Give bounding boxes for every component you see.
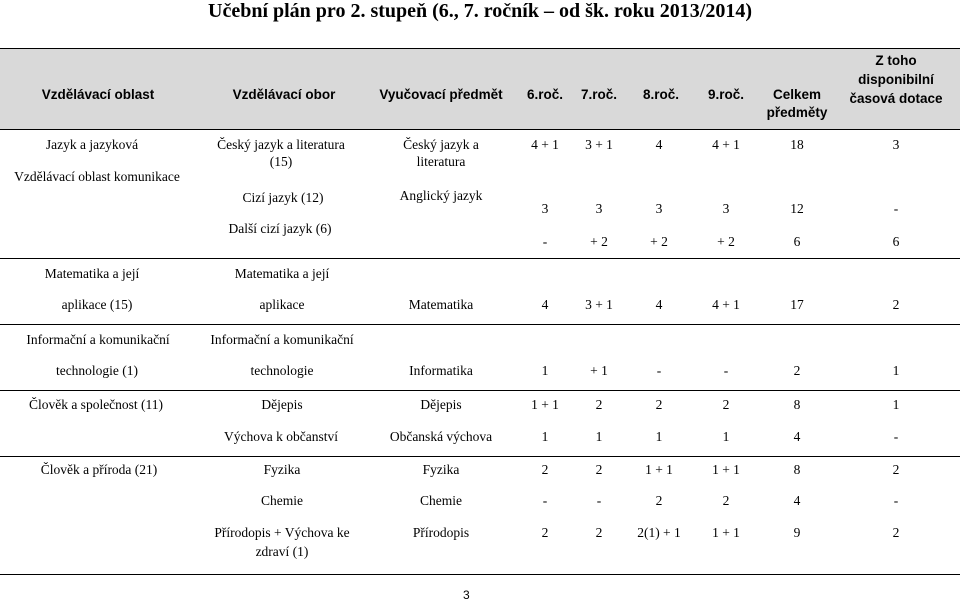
jazyk-dalsi-celkem: 6 — [793, 234, 801, 249]
cp-fyz-r6: 2 — [541, 462, 549, 477]
jazyk-predmet-cj-2: literatura — [416, 154, 466, 169]
cp-fyz-ztoho: 2 — [892, 462, 900, 477]
page-title: Učební plán pro 2. stupeň (6., 7. ročník – od šk. roku 2013/2014) — [208, 0, 752, 22]
header-predmet: Vyučovací předmět — [379, 87, 503, 102]
mat-r8: 4 — [655, 297, 663, 312]
jazyk-cj-r6: 4 + 1 — [531, 137, 559, 152]
cp-obor-prir: Přírodopis + Výchova ke — [214, 525, 350, 540]
cp-fyz-r9: 1 + 1 — [712, 462, 740, 477]
jazyk-cj-r8: 4 — [655, 137, 663, 152]
header-ztoho: Z toho — [875, 53, 917, 68]
header-r8: 8.roč. — [642, 87, 680, 102]
cp-oblast: Člověk a příroda (21) — [40, 462, 158, 477]
cp-predmet-chem: Chemie — [420, 493, 462, 508]
cp-prir-celkem: 9 — [793, 525, 801, 540]
jazyk-cj-r7: 3 + 1 — [585, 137, 613, 152]
inf-oblast-2: technologie (1) — [55, 363, 139, 378]
cs-dej-celkem: 8 — [793, 397, 801, 412]
cs-obor-vych: Výchova k občanství — [224, 429, 338, 444]
page-number: 3 — [463, 588, 470, 602]
cp-fyz-r7: 2 — [595, 462, 603, 477]
jazyk-aj-r7: 3 — [595, 201, 603, 216]
jazyk-dalsi-ztoho: 6 — [892, 234, 900, 249]
jazyk-predmet-cj: Český jazyk a — [403, 137, 479, 152]
cp-prir-r7: 2 — [595, 525, 603, 540]
mat-obor: Matematika a její — [234, 266, 330, 281]
row-divider — [0, 258, 960, 259]
cp-prir-r6: 2 — [541, 525, 549, 540]
mat-ztoho: 2 — [892, 297, 900, 312]
cp-fyz-r8: 1 + 1 — [645, 462, 673, 477]
row-divider — [0, 324, 960, 325]
jazyk-dalsi-r8: + 2 — [650, 234, 668, 249]
mat-celkem: 17 — [790, 297, 804, 312]
jazyk-cj-celkem: 18 — [790, 137, 804, 152]
cs-obor-dej: Dějepis — [261, 397, 303, 412]
mat-r7: 3 + 1 — [585, 297, 613, 312]
cp-chem-r7: - — [596, 493, 602, 508]
jazyk-obor-cj-2: (15) — [269, 154, 293, 169]
row-divider — [0, 390, 960, 391]
cs-dej-r7: 2 — [595, 397, 603, 412]
jazyk-oblast: Jazyk a jazyková — [45, 137, 139, 152]
jazyk-oblast-2: Vzdělávací oblast komunikace — [14, 169, 180, 184]
cp-prir-ztoho: 2 — [892, 525, 900, 540]
cs-predmet-vych: Občanská výchova — [389, 429, 493, 444]
inf-oblast: Informační a komunikační — [26, 332, 170, 347]
jazyk-dalsi-r6: - — [542, 234, 548, 249]
jazyk-predmet-aj: Anglický jazyk — [399, 188, 483, 203]
inf-predmet: Informatika — [409, 363, 473, 378]
table-bottom-border — [0, 574, 960, 575]
cs-oblast: Člověk a společnost (11) — [28, 397, 164, 412]
mat-oblast: Matematika a její — [44, 266, 140, 281]
jazyk-aj-r6: 3 — [541, 201, 549, 216]
inf-celkem: 2 — [793, 363, 801, 378]
cs-dej-r9: 2 — [722, 397, 730, 412]
jazyk-obor-cizi: Cizí jazyk (12) — [242, 190, 324, 205]
cs-vych-r9: 1 — [722, 429, 730, 444]
cp-predmet-prir: Přírodopis — [412, 525, 470, 540]
cp-predmet-fyz: Fyzika — [422, 462, 460, 477]
jazyk-aj-r8: 3 — [655, 201, 663, 216]
header-ztoho-2: disponibilní — [858, 72, 934, 87]
cs-vych-r7: 1 — [595, 429, 603, 444]
jazyk-cj-ztoho: 3 — [892, 137, 900, 152]
cp-chem-ztoho: - — [893, 493, 899, 508]
cp-obor-prir-2: zdraví (1) — [255, 544, 309, 559]
header-celkem: Celkem — [772, 87, 822, 102]
header-ztoho-3: časová dotace — [849, 91, 943, 106]
header-oblast: Vzdělávací oblast — [41, 87, 155, 102]
header-celkem-2: předměty — [766, 105, 828, 120]
cp-chem-r8: 2 — [655, 493, 663, 508]
jazyk-dalsi-r9: + 2 — [717, 234, 735, 249]
jazyk-dalsi-r7: + 2 — [590, 234, 608, 249]
jazyk-aj-celkem: 12 — [790, 201, 804, 216]
cs-predmet-dej: Dějepis — [420, 397, 462, 412]
mat-oblast-2: aplikace (15) — [61, 297, 133, 312]
jazyk-aj-r9: 3 — [722, 201, 730, 216]
header-r9: 9.roč. — [707, 87, 745, 102]
cs-vych-r6: 1 — [541, 429, 549, 444]
cp-prir-r9: 1 + 1 — [712, 525, 740, 540]
inf-r8: - — [656, 363, 662, 378]
header-r6: 6.roč. — [526, 87, 564, 102]
table-header — [0, 48, 960, 130]
inf-obor-2: technologie — [250, 363, 314, 378]
cs-dej-r8: 2 — [655, 397, 663, 412]
cs-dej-ztoho: 1 — [892, 397, 900, 412]
inf-ztoho: 1 — [892, 363, 900, 378]
cs-vych-celkem: 4 — [793, 429, 801, 444]
cp-chem-r6: - — [542, 493, 548, 508]
inf-r7: + 1 — [590, 363, 608, 378]
cp-chem-r9: 2 — [722, 493, 730, 508]
cs-vych-ztoho: - — [893, 429, 899, 444]
cs-vych-r8: 1 — [655, 429, 663, 444]
row-divider — [0, 456, 960, 457]
cp-prir-r8: 2(1) + 1 — [637, 525, 681, 540]
inf-obor: Informační a komunikační — [210, 332, 354, 347]
jazyk-obor-cj: Český jazyk a literatura — [217, 137, 345, 152]
header-obor: Vzdělávací obor — [232, 87, 336, 102]
mat-r9: 4 + 1 — [712, 297, 740, 312]
jazyk-cj-r9: 4 + 1 — [712, 137, 740, 152]
inf-r6: 1 — [541, 363, 549, 378]
mat-predmet: Matematika — [408, 297, 474, 312]
inf-r9: - — [723, 363, 729, 378]
cs-dej-r6: 1 + 1 — [531, 397, 559, 412]
jazyk-aj-ztoho: - — [893, 201, 899, 216]
cp-obor-fyz: Fyzika — [263, 462, 301, 477]
mat-obor-2: aplikace — [259, 297, 305, 312]
jazyk-obor-dalsi: Další cizí jazyk (6) — [228, 221, 332, 236]
cp-obor-chem: Chemie — [261, 493, 303, 508]
cp-fyz-celkem: 8 — [793, 462, 801, 477]
header-r7: 7.roč. — [580, 87, 618, 102]
cp-chem-celkem: 4 — [793, 493, 801, 508]
mat-r6: 4 — [541, 297, 549, 312]
